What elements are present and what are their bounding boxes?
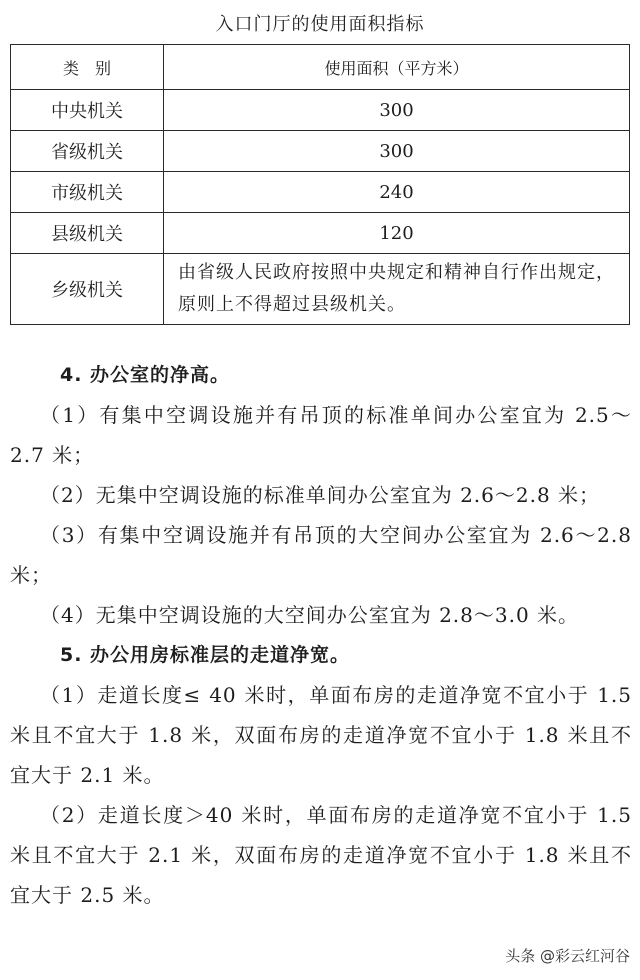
- category-cell: 县级机关: [11, 213, 164, 254]
- category-cell: 乡级机关: [11, 254, 164, 325]
- header-category: 类 别: [11, 45, 164, 90]
- table-row: [11, 131, 630, 172]
- area-cell: 300: [164, 131, 630, 172]
- table-row: [11, 254, 630, 325]
- area-cell: 120: [164, 213, 630, 254]
- table-row: [11, 90, 630, 131]
- category-cell: 市级机关: [11, 172, 164, 213]
- table-title: 入口门厅的使用面积指标: [215, 14, 425, 35]
- section-5-item: （2）走道长度＞40 米时，单面布房的走道净宽不宜小于 1.5 米且不宜大于 2.1 米，双面布房的走道净宽不宜小于 1.8 米且不宜大于 2.5 米。: [10, 803, 632, 907]
- header-area: 使用面积（平方米）: [164, 45, 630, 90]
- table-row: [11, 213, 630, 254]
- table-row: [11, 172, 630, 213]
- area-note-cell: 由省级人民政府按照中央规定和精神自行作出规定，原则上不得超过县级机关。: [164, 254, 630, 325]
- section-4-item: （2）无集中空调设施的标准单间办公室宜为 2.6～2.8 米；: [40, 483, 601, 507]
- area-cell: 240: [164, 172, 630, 213]
- area-cell: 300: [164, 90, 630, 131]
- section-4-item: （1）有集中空调设施并有吊顶的标准单间办公室宜为 2.5～2.7 米；: [10, 403, 632, 467]
- section-4-item: （4）无集中空调设施的大空间办公室宜为 2.8～3.0 米。: [40, 603, 580, 627]
- body-text: [10, 355, 632, 915]
- table-header-row: [11, 45, 630, 90]
- category-cell: 中央机关: [11, 90, 164, 131]
- section-5-item: （1）走道长度≤ 40 米时，单面布房的走道净宽不宜小于 1.5 米且不宜大于 1.8 米，双面布房的走道净宽不宜小于 1.8 米且不宜大于 2.1 米。: [10, 683, 632, 787]
- watermark-text: 头条 @彩云红河谷: [505, 947, 630, 965]
- area-table: [10, 44, 630, 325]
- section-4-heading: 4. 办公室的净高。: [60, 364, 231, 386]
- section-4-item: （3）有集中空调设施并有吊顶的大空间办公室宜为 2.6～2.8 米；: [10, 523, 632, 587]
- section-5-heading: 5. 办公用房标准层的走道净宽。: [60, 644, 351, 666]
- category-cell: 省级机关: [11, 131, 164, 172]
